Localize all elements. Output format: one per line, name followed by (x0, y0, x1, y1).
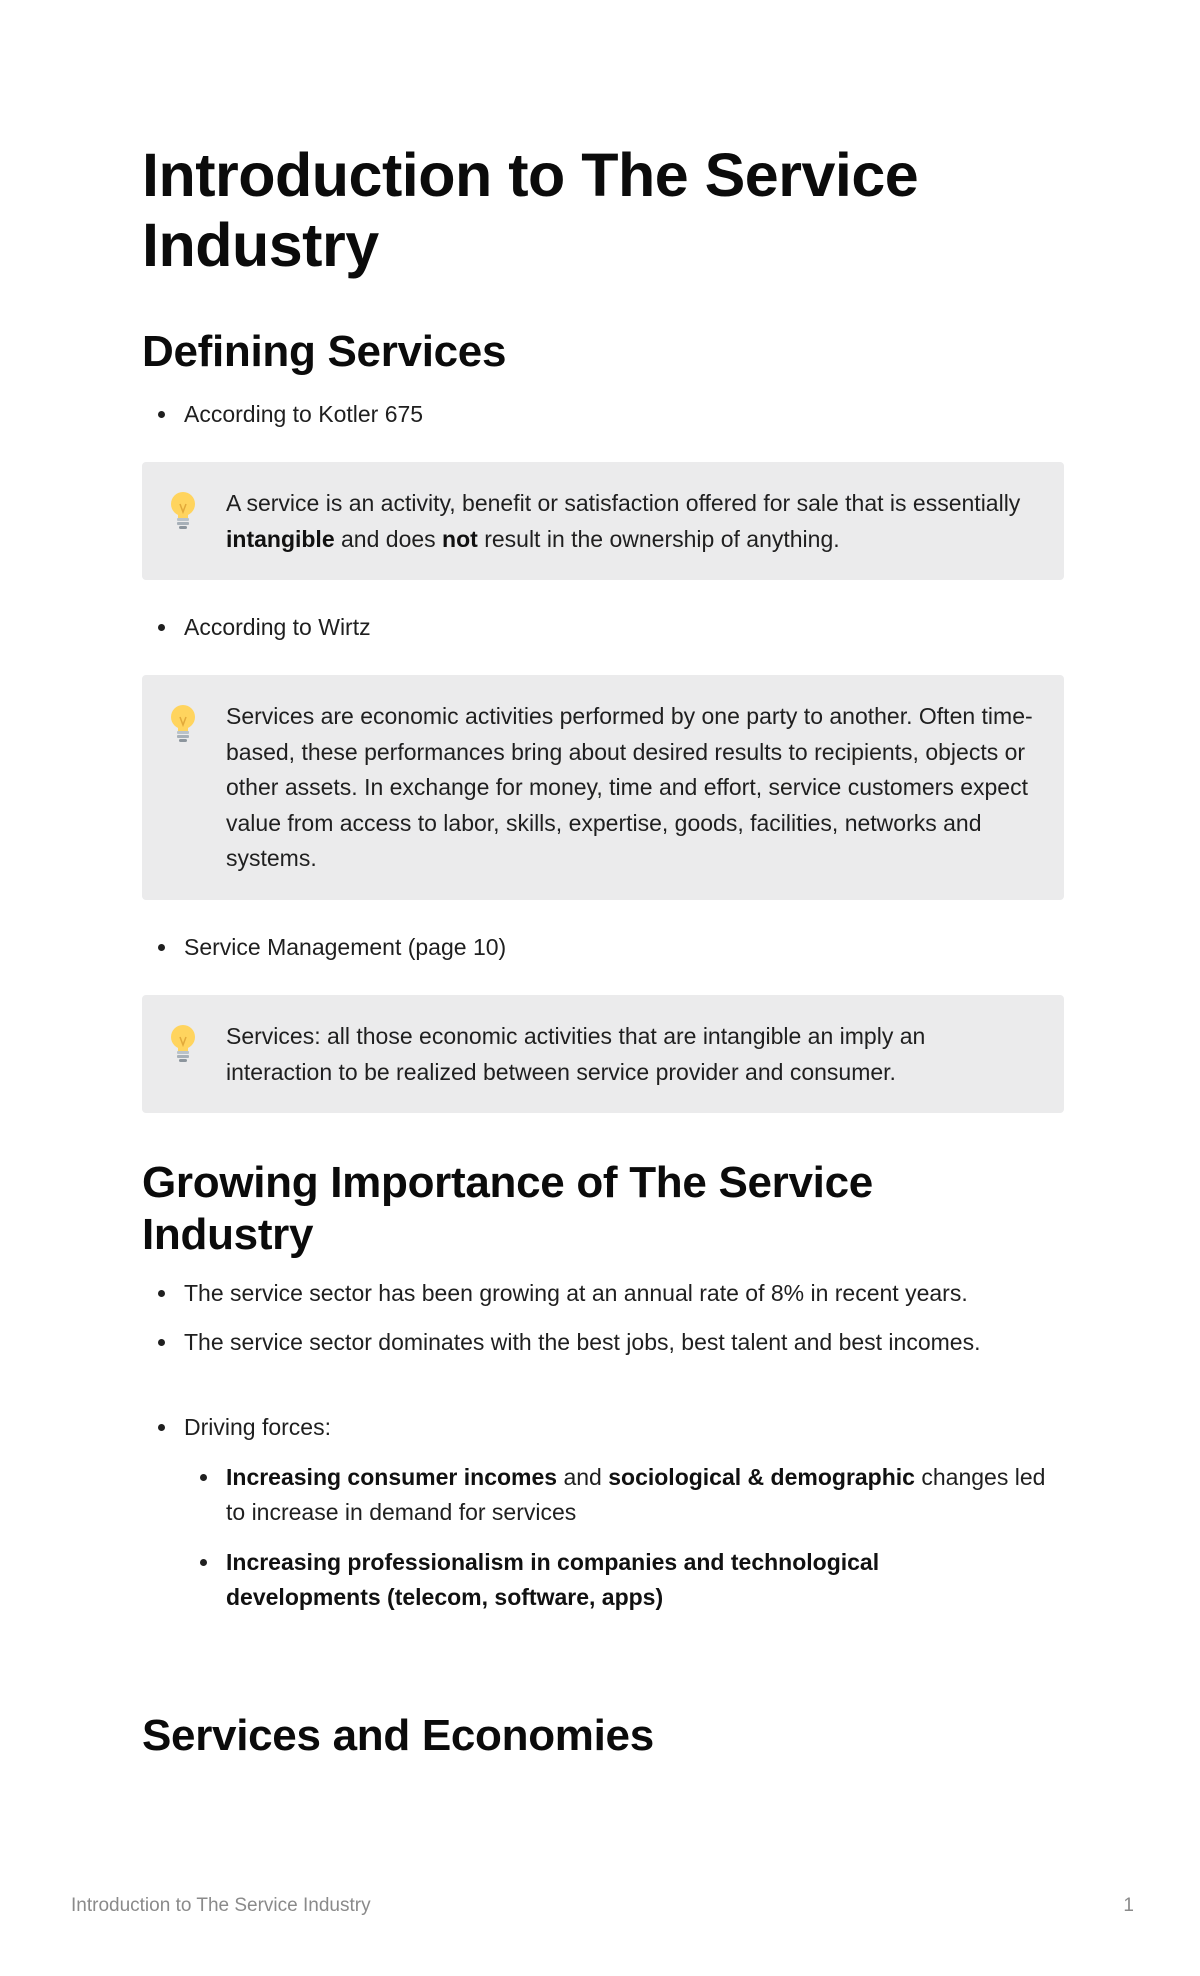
bold-text: not (442, 525, 478, 552)
footer-page-number: 1 (1123, 1895, 1134, 1916)
list-item-text: According to Kotler 675 (184, 401, 424, 427)
list-item (184, 1410, 1064, 1445)
lightbulb-icon (168, 1023, 198, 1063)
list-item-text: Driving forces: (184, 1414, 331, 1440)
callout-text: Services are economic activities performed by one party to another. Often time-based, these performances bring about desired results to recipients, objects or other assets. In exchange for money, time and effort, service customers expect value from access to labor, skills, expertise, goods, facilities, networks and systems. (226, 703, 1033, 871)
bold-text: Increasing professionalism in companies and technological developments (telecom, software, apps) (226, 1549, 880, 1610)
list-item-text: The service sector has been growing at an annual rate of 8% in recent years. (184, 1280, 968, 1306)
footer-document-name: Introduction to The Service Industry (71, 1895, 371, 1916)
section-heading-defining-services: Defining Services (142, 327, 507, 376)
list-item (184, 610, 1064, 645)
callout-box (142, 462, 1064, 580)
bold-text: Increasing consumer incomes (226, 1464, 558, 1490)
sub-list-item: Increasing consumer incomes and sociological & demographic changes led to increase in demand for services (226, 1460, 1066, 1530)
list-item-text: The service sector dominates with the best jobs, best talent and best incomes. (184, 1329, 981, 1355)
list-item-text: Service Management (page 10) (184, 934, 507, 960)
bold-text: sociological & demographic (608, 1464, 915, 1490)
section-heading-growing-importance: Growing Importance of The Service Industry (142, 1158, 873, 1259)
lightbulb-icon (168, 490, 198, 530)
list-item (184, 930, 1064, 965)
callout-box (142, 675, 1064, 900)
section-heading-services-economies: Services and Economies (142, 1711, 654, 1760)
list-item (184, 1325, 984, 1360)
callout-text: Services: all those economic activities that are intangible an imply an interaction to be realized between service provider and consumer. (226, 1023, 926, 1085)
list-item-text: According to Wirtz (184, 614, 371, 640)
callout-box (142, 995, 1064, 1113)
list-item (184, 397, 1064, 432)
bold-text: intangible (226, 525, 335, 552)
lightbulb-icon (168, 703, 198, 743)
document-title: Introduction to The Service Industry (142, 141, 919, 279)
sub-list-item (226, 1545, 966, 1615)
callout-text: A service is an activity, benefit or satisfaction offered for sale that is essentially intangible and does not result in the ownership of anything. (226, 490, 1021, 552)
list-item (184, 1276, 1064, 1311)
